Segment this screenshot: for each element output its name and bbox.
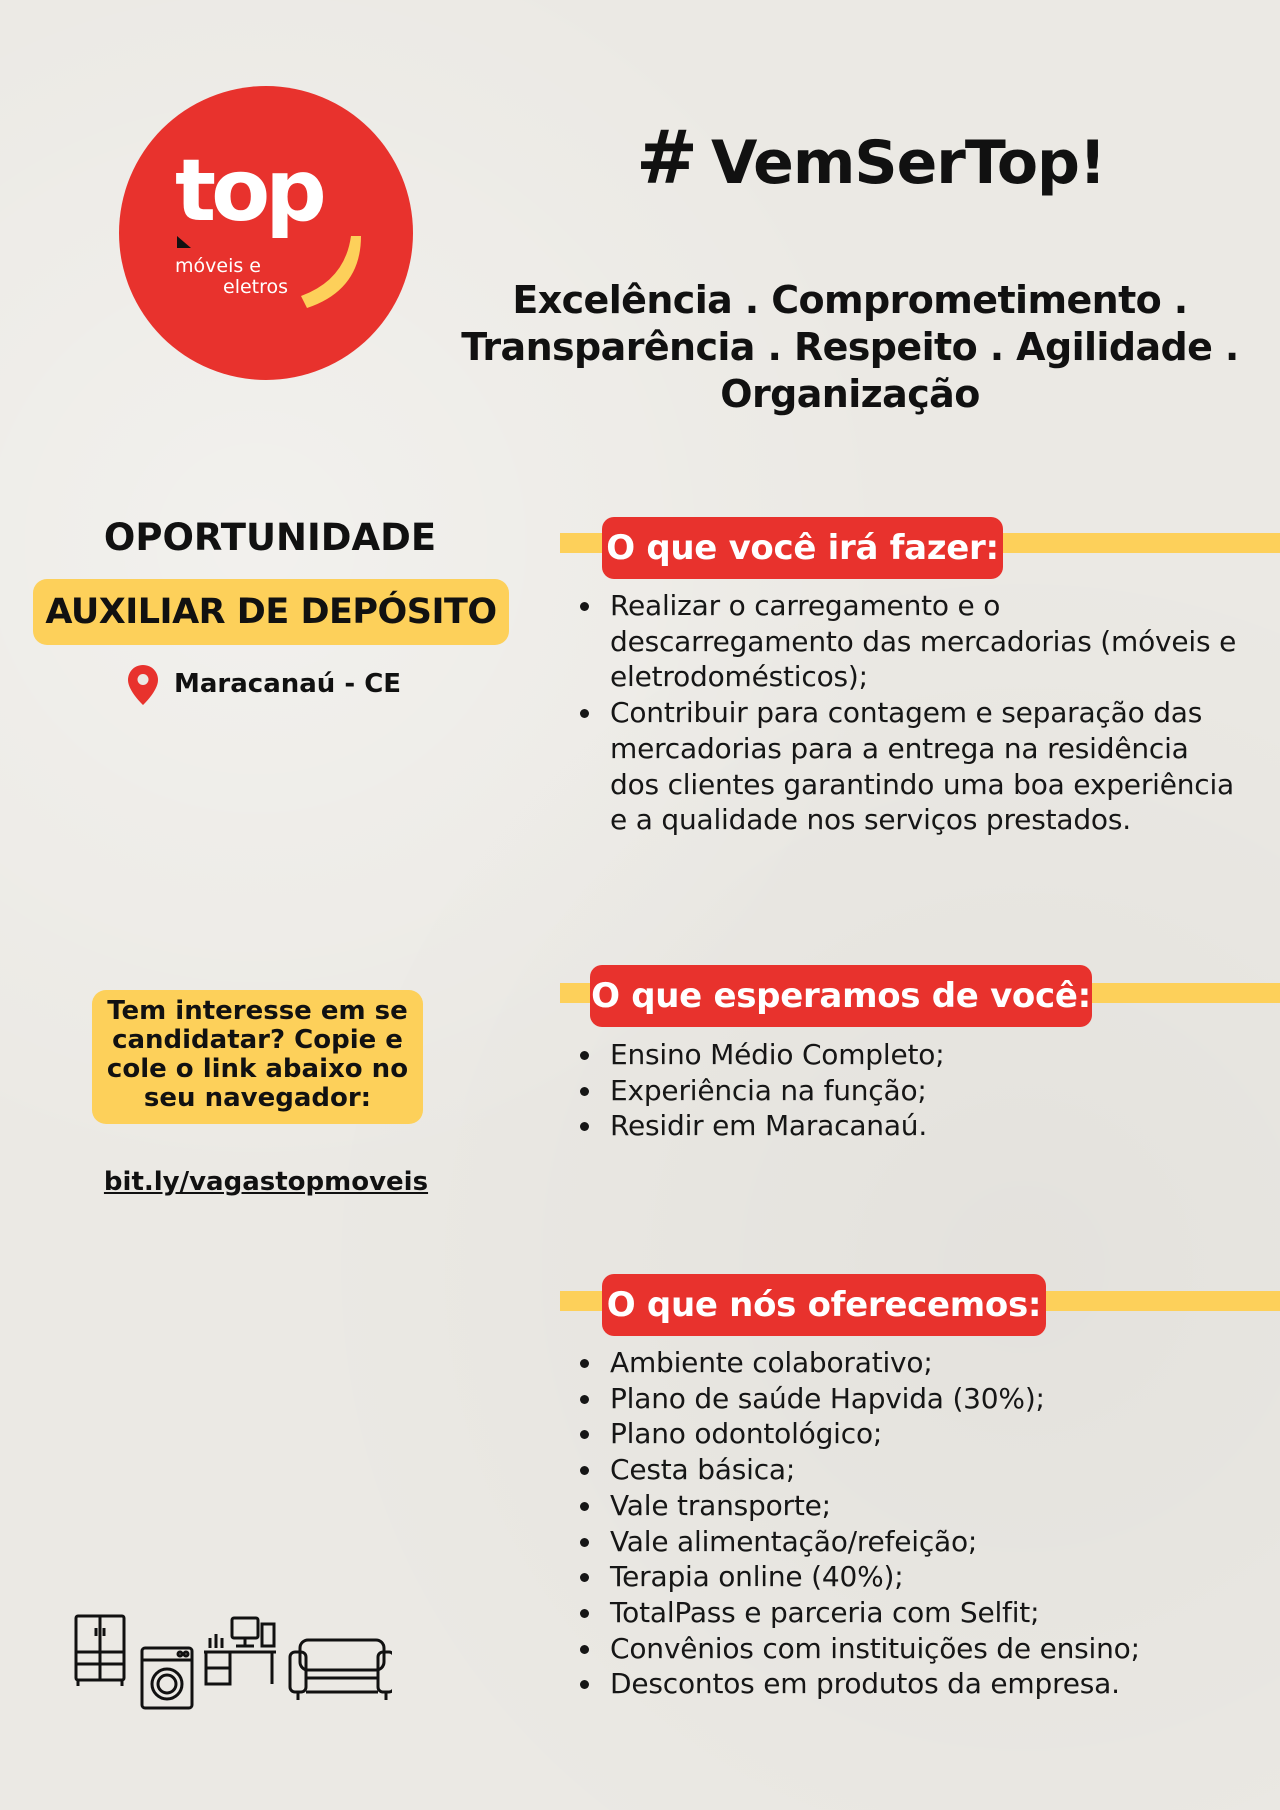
section-title-benefits: O que nós oferecemos: — [602, 1274, 1046, 1336]
section-title-tasks: O que você irá fazer: — [602, 517, 1003, 579]
logo-subtitle-line2: eletros — [223, 276, 289, 298]
logo-wordmark: top — [175, 141, 322, 241]
list-item: Terapia online (40%); — [580, 1559, 1260, 1595]
list-item: Convênios com instituições de ensino; — [580, 1631, 1260, 1667]
apply-instructions-box — [92, 990, 423, 1124]
list-item: Plano de saúde Hapvida (30%); — [580, 1381, 1260, 1417]
opportunity-title: OPORTUNIDADE — [103, 516, 437, 559]
refrigerator-icon — [76, 1616, 124, 1686]
logo-swoosh-icon — [299, 236, 361, 308]
apply-instructions-line: candidatar? Copie e — [112, 1025, 403, 1055]
list-item-line: e a qualidade nos serviços prestados. — [610, 803, 1131, 837]
washing-machine-icon — [142, 1648, 192, 1708]
list-item: TotalPass e parceria com Selfit; — [580, 1595, 1260, 1631]
list-item-line: eletrodomésticos); — [610, 660, 868, 694]
list-item: Ambiente colaborativo; — [580, 1345, 1260, 1381]
hashtag-title — [636, 115, 1156, 201]
list-item — [580, 695, 1260, 838]
list-item-line: dos clientes garantindo uma boa experiência — [610, 767, 1235, 801]
desk-icon — [204, 1618, 276, 1684]
appliance-icons — [72, 1612, 392, 1712]
tasks-list — [580, 588, 1260, 838]
apply-link[interactable]: bit.ly/vagastopmoveis — [103, 1167, 429, 1197]
company-values — [450, 277, 1250, 418]
apply-instructions-line: seu navegador: — [143, 1083, 372, 1113]
hashtag-text: VemSerTop! — [711, 128, 1106, 198]
list-item — [580, 588, 1260, 695]
list-item: Descontos em produtos da empresa. — [580, 1666, 1260, 1702]
hashtag-symbol: # — [636, 115, 698, 201]
list-item: Experiência na função; — [580, 1073, 1260, 1109]
job-location — [126, 663, 401, 705]
apply-instructions-line: cole o link abaixo no — [106, 1054, 409, 1084]
requirements-list — [580, 1037, 1260, 1144]
benefits-list — [580, 1345, 1260, 1702]
values-line: Excelência . Comprometimento . — [512, 278, 1188, 322]
list-item-line: mercadorias para a entrega na residência — [610, 731, 1189, 765]
location-text: Maracanaú - CE — [174, 669, 402, 699]
list-item: Vale alimentação/refeição; — [580, 1524, 1260, 1560]
company-logo — [119, 86, 413, 380]
list-item: Ensino Médio Completo; — [580, 1037, 1260, 1073]
job-role-badge: AUXILIAR DE DEPÓSITO — [33, 579, 509, 645]
sofa-icon — [290, 1640, 392, 1700]
section-title-requirements: O que esperamos de você: — [590, 965, 1092, 1027]
list-item: Residir em Maracanaú. — [580, 1108, 1260, 1144]
values-line: Organização — [720, 372, 980, 416]
list-item-line: Contribuir para contagem e separação das — [610, 696, 1203, 730]
logo-subtitle-line1: móveis e — [175, 255, 261, 277]
list-item-line: Realizar o carregamento e o — [610, 589, 1001, 622]
list-item: Plano odontológico; — [580, 1416, 1260, 1452]
map-pin-icon — [126, 664, 160, 706]
values-line: Transparência . Respeito . Agilidade . — [461, 325, 1239, 369]
list-item: Vale transporte; — [580, 1488, 1260, 1524]
apply-instructions-line: Tem interesse em se — [107, 996, 408, 1026]
list-item: Cesta básica; — [580, 1452, 1260, 1488]
list-item-line: descarregamento das mercadorias (móveis e — [610, 624, 1237, 658]
